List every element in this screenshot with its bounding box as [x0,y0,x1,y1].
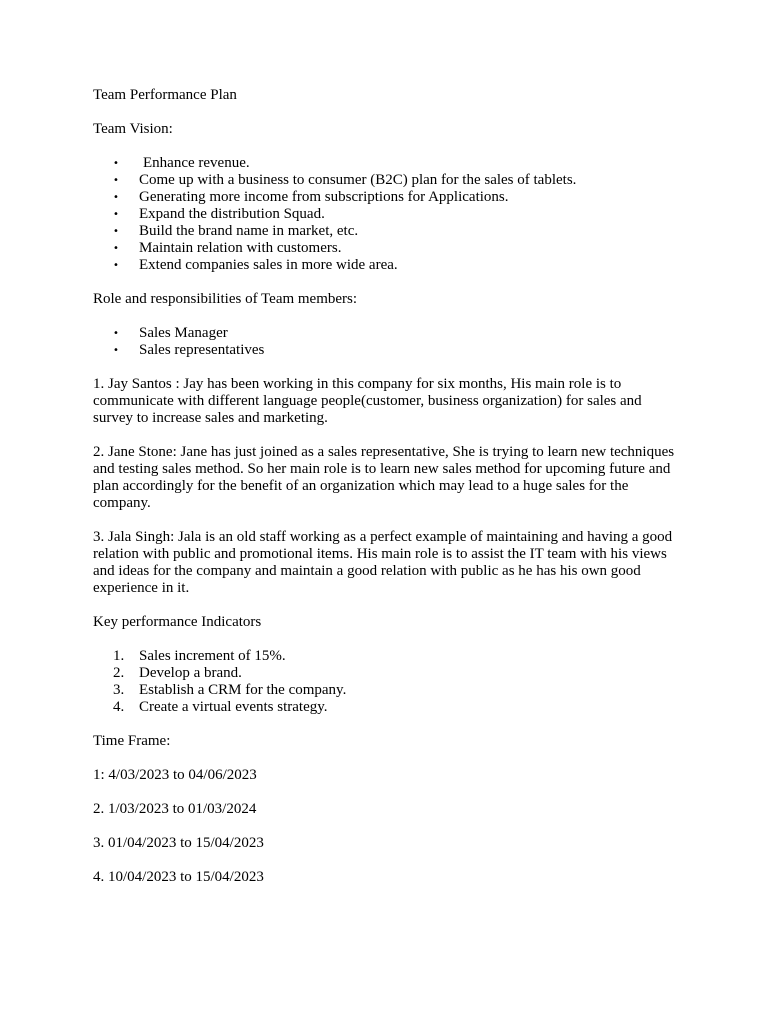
roles-heading: Role and responsibilities of Team members: [93,291,358,307]
kpi-item [93,665,683,682]
bullet-icon: • [113,175,119,186]
vision-item-text: Build the brand name in market, etc. [139,223,359,239]
bullet-icon: • [113,345,119,356]
bullet-icon: • [113,328,119,339]
bullet-icon: • [113,192,119,203]
kpi-number: 3. [113,682,125,698]
kpi-list [93,648,683,716]
member-paragraph: 2. Jane Stone: Jane has just joined as a sales representative, She is trying to learn new techniques and testing sales method. So her main role is to learn new sales method for upcoming future and plan accordingly for the benefit of an organization which may lead to a huge sales for the company. [93,444,675,511]
vision-item-text: Generating more income from subscriptions for Applications. [139,189,509,205]
bullet-icon: • [113,226,119,237]
kpi-item-text: Create a virtual events strategy. [139,699,328,715]
vision-item [93,223,683,240]
kpi-item-text: Sales increment of 15%. [139,648,286,664]
vision-item [93,240,683,257]
role-item [93,325,683,342]
role-item [93,342,683,359]
kpi-item-text: Develop a brand. [139,665,242,681]
vision-item [93,155,683,172]
role-item-text: Sales representatives [139,342,265,358]
vision-heading: Team Vision: [93,121,173,137]
role-item-text: Sales Manager [139,325,228,341]
kpi-item [93,682,683,699]
document-title: Team Performance Plan [93,87,237,103]
vision-item [93,172,683,189]
member-paragraph: 3. Jala Singh: Jala is an old staff working as a perfect example of maintaining and having a good relation with public and promotional items. His main role is to assist the IT team with his views and ideas for the company and maintain a good relation with public as he has his own good experience in it. [93,529,673,596]
timeframe-entry: 1: 4/03/2023 to 04/06/2023 [93,767,257,783]
timeframe-entry: 4. 10/04/2023 to 15/04/2023 [93,869,264,885]
roles-list [93,325,683,359]
bullet-icon: • [113,158,119,169]
kpi-item [93,699,683,716]
vision-item [93,189,683,206]
timeframe-entry: 2. 1/03/2023 to 01/03/2024 [93,801,257,817]
document-page [93,87,683,903]
vision-item-text: Enhance revenue. [143,155,250,171]
kpi-item [93,648,683,665]
vision-item-text: Maintain relation with customers. [139,240,342,256]
vision-item-text: Expand the distribution Squad. [139,206,325,222]
bullet-icon: • [113,209,119,220]
timeframe-heading: Time Frame: [93,733,171,749]
vision-item-text: Extend companies sales in more wide area. [139,257,398,273]
kpi-number: 4. [113,699,125,715]
kpi-item-text: Establish a CRM for the company. [139,682,347,698]
timeframe-entry: 3. 01/04/2023 to 15/04/2023 [93,835,264,851]
member-paragraph: 1. Jay Santos : Jay has been working in this company for six months, His main role is to communicate with different language people(customer, business organization) for sales and survey to increase sales and marketing. [93,376,642,426]
vision-item [93,206,683,223]
vision-list [93,155,683,274]
bullet-icon: • [113,243,119,254]
kpi-number: 2. [113,665,125,681]
kpi-heading: Key performance Indicators [93,614,262,630]
bullet-icon: • [113,260,119,271]
vision-item [93,257,683,274]
vision-item-text: Come up with a business to consumer (B2C) plan for the sales of tablets. [139,172,577,188]
kpi-number: 1. [113,648,125,664]
